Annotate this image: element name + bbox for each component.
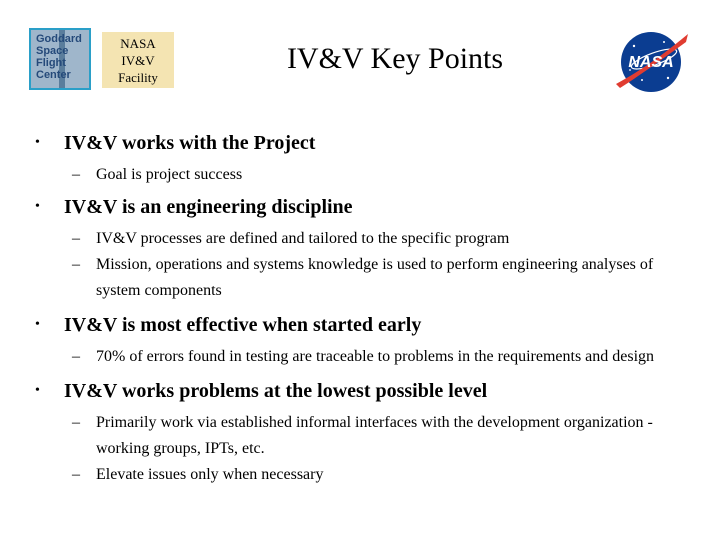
bullet-text: IV&V is an engineering discipline [64, 196, 353, 218]
sub-bullet-dash: – [72, 230, 80, 247]
sub-bullet-text: Elevate issues only when necessary [96, 466, 324, 483]
bullet-text: IV&V is most effective when started early [64, 314, 422, 336]
sub-bullet-item [0, 344, 720, 370]
sub-bullet-dash: – [72, 466, 80, 483]
sub-bullet-dash: – [72, 348, 80, 365]
sub-bullet-text: Goal is project success [96, 166, 243, 183]
sub-bullet-dash: – [72, 414, 80, 431]
sub-bullet-dash: – [72, 256, 80, 273]
sub-bullet-text: Primarily work via established informal interfaces with the development organization - working groups, IPTs, etc. [96, 414, 653, 457]
gsfc-logo-line: Space [36, 45, 69, 57]
facility-line: Facility [118, 70, 158, 85]
bullet-text: IV&V works with the Project [64, 132, 316, 154]
nasa-logo-star [663, 41, 665, 43]
nasa-logo-star [633, 45, 635, 47]
sub-bullet-item [0, 410, 720, 462]
bullet-dot: • [35, 135, 40, 150]
facility-line: NASA [120, 36, 156, 51]
facility-line: IV&V [121, 53, 155, 68]
bullet-list [0, 128, 720, 488]
gsfc-logo [29, 28, 91, 90]
sub-bullet-item [0, 252, 720, 304]
sub-bullet-item [0, 162, 720, 188]
sub-bullet-item [0, 226, 720, 252]
bullet-dot: • [35, 317, 40, 332]
nasa-meatball-logo [612, 26, 690, 98]
sub-bullet-text: 70% of errors found in testing are traceable to problems in the requirements and design [96, 348, 655, 365]
gsfc-logo-line: Flight [36, 57, 66, 69]
nasa-logo-star [641, 79, 643, 81]
sub-bullet-text: Mission, operations and systems knowledge is used to perform engineering analyses of system components [96, 256, 654, 299]
nasa-logo-text: NASA [628, 54, 674, 71]
gsfc-logo-line: Goddard [36, 33, 82, 45]
bullet-dot: • [35, 199, 40, 214]
sub-bullet-item [0, 462, 720, 488]
bullet-text: IV&V works problems at the lowest possible level [64, 380, 488, 402]
gsfc-logo-text [36, 33, 87, 81]
bullet-item [0, 378, 720, 404]
bullet-item [0, 312, 720, 338]
sub-bullet-dash: – [72, 166, 80, 183]
bullet-item [0, 130, 720, 156]
facility-label-box [102, 32, 174, 88]
bullet-item [0, 194, 720, 220]
slide-title: IV&V Key Points [286, 42, 504, 75]
sub-bullet-text: IV&V processes are defined and tailored to the specific program [96, 230, 510, 247]
gsfc-logo-line: Center [36, 69, 71, 81]
nasa-logo-star [667, 77, 669, 79]
bullet-dot: • [35, 383, 40, 398]
